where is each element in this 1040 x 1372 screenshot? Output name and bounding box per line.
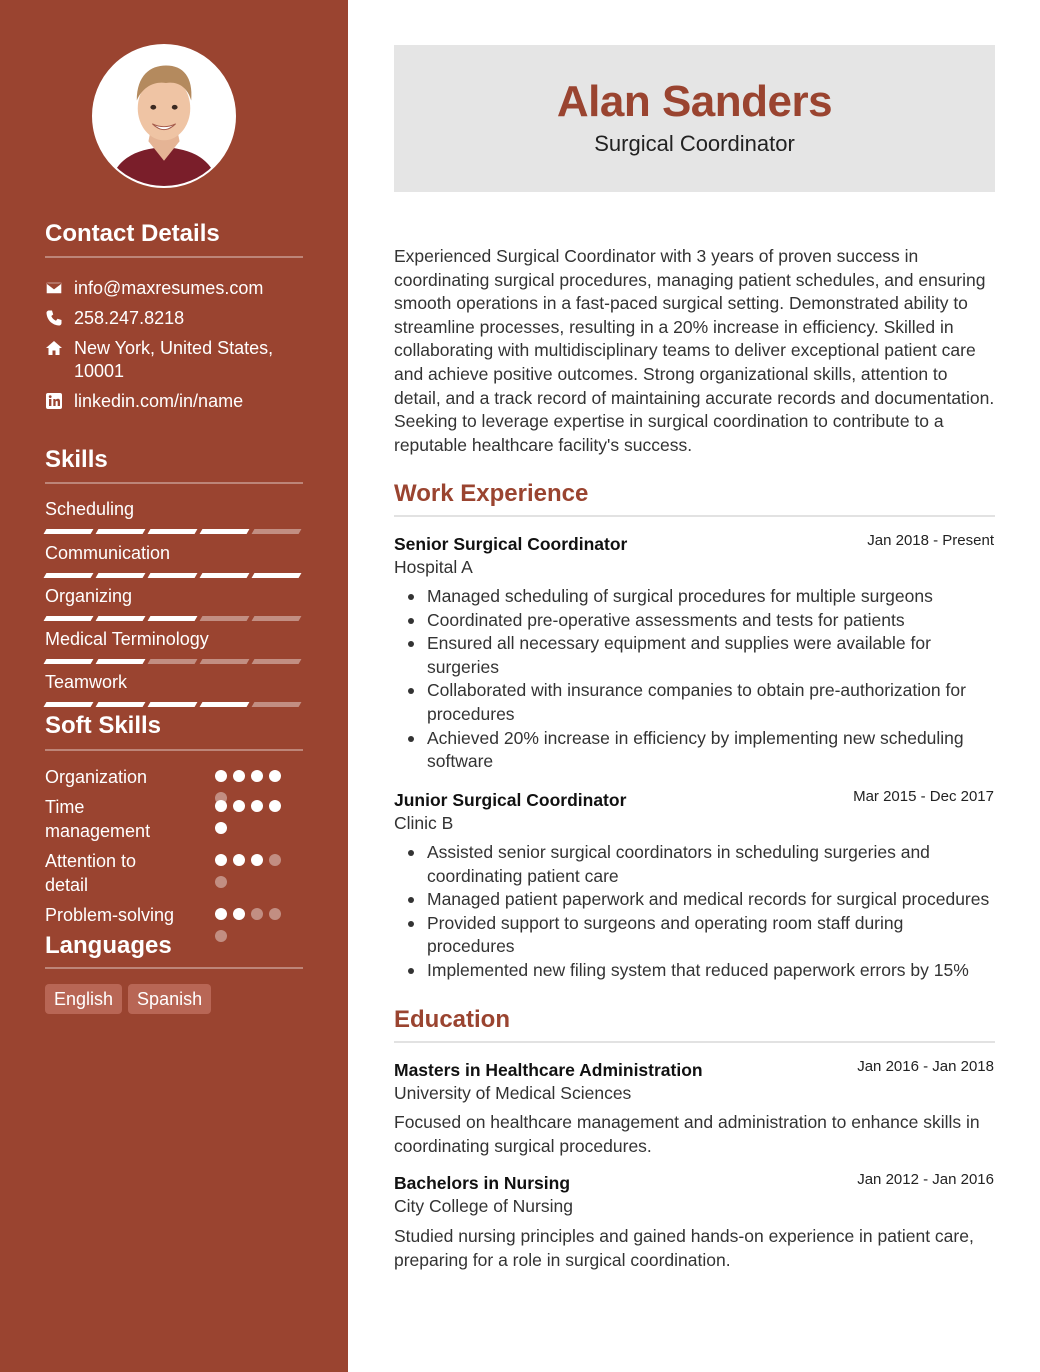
language-tag: English	[45, 984, 122, 1014]
job-title: Senior Surgical Coordinator	[394, 534, 628, 554]
job-bullet: Provided support to surgeons and operating room staff during procedures	[394, 912, 995, 959]
job-bullet: Assisted senior surgical coordinators in scheduling surgeries and coordinating patient care	[394, 841, 995, 888]
skill-item	[45, 498, 303, 534]
job-employer: Clinic B	[394, 813, 454, 833]
portrait-image	[94, 46, 234, 186]
education-dates: Jan 2012 - Jan 2016	[857, 1171, 994, 1188]
job-bullet: Coordinated pre-operative assessments and tests for patients	[394, 609, 995, 633]
professional-summary: Experienced Surgical Coordinator with 3 years of proven success in coordinating surgical procedures, managing patient schedules, and ensuring smooth operations in a fast-paced surgical setting. Demonstrated ability to streamline processes, resulting in a 20% increase in efficiency. Skilled in collaborating with multidisciplinary teams to deliver exceptional patient care and achieve positive outcomes. Strong organizational skills, attention to detail, and a track record of maintaining accurate records and documentation. Seeking to leverage expertise in surgical coordination to contribute to a reputable healthcare facility's success.	[394, 246, 995, 455]
job-bullet: Achieved 20% increase in efficiency by implementing new scheduling software	[394, 727, 995, 774]
education-description: Studied nursing principles and gained hands-on experience in patient care, preparing for a role in surgical coordination.	[394, 1226, 974, 1270]
skill-name: Medical Terminology	[45, 629, 209, 649]
skill-name: Organizing	[45, 586, 133, 606]
language-tags	[45, 984, 211, 1014]
education-description: Focused on healthcare management and administration to enhance skills in coordinating surgical procedures.	[394, 1112, 980, 1156]
skill-rating-bar	[45, 573, 303, 578]
soft-skill-name: Time management	[45, 797, 151, 841]
skill-item	[45, 542, 303, 578]
contact-divider	[45, 256, 303, 258]
soft-skill-rating	[215, 800, 295, 834]
home-icon	[45, 339, 63, 357]
job-bullet: Implemented new filing system that reduced paperwork errors by 15%	[394, 959, 995, 983]
languages-section-title: Languages	[45, 932, 172, 959]
soft-skill-rating	[215, 854, 295, 888]
skill-rating-bar	[45, 702, 303, 707]
soft-skill-rating	[215, 908, 295, 942]
education-divider	[394, 1041, 995, 1043]
school-name: City College of Nursing	[394, 1196, 573, 1216]
education-dates: Jan 2016 - Jan 2018	[857, 1058, 994, 1075]
degree-title: Bachelors in Nursing	[394, 1173, 571, 1193]
envelope-icon	[45, 279, 63, 297]
address-text: New York, United States, 10001	[74, 338, 274, 381]
job-bullet: Managed patient paperwork and medical records for surgical procedures	[394, 888, 995, 912]
skill-rating-bar	[45, 616, 303, 621]
degree-title: Masters in Healthcare Administration	[394, 1060, 703, 1080]
soft-skill-name: Organization	[45, 767, 148, 787]
soft-skills-divider	[45, 749, 303, 751]
job-bullet: Ensured all necessary equipment and supplies were available for surgeries	[394, 632, 995, 679]
candidate-name: Alan Sanders	[556, 77, 833, 126]
job-title: Junior Surgical Coordinator	[394, 790, 627, 810]
job-bullet: Collaborated with insurance companies to obtain pre-authorization for procedures	[394, 679, 995, 726]
job-bullets	[394, 585, 995, 774]
job-bullet: Managed scheduling of surgical procedures for multiple surgeons	[394, 585, 995, 609]
skills-section-title: Skills	[45, 446, 108, 473]
skill-item	[45, 671, 303, 707]
soft-skill-name: Attention to detail	[45, 851, 137, 895]
sidebar	[0, 0, 348, 1372]
work-divider	[394, 515, 995, 517]
skill-item	[45, 628, 303, 664]
school-name: University of Medical Sciences	[394, 1083, 632, 1103]
skill-name: Communication	[45, 543, 171, 563]
education-section-title: Education	[394, 1006, 511, 1033]
contact-section-title: Contact Details	[45, 220, 220, 247]
linkedin-icon	[45, 392, 63, 410]
profile-photo	[92, 44, 236, 188]
skill-item	[45, 585, 303, 621]
candidate-title: Surgical Coordinator	[594, 131, 795, 156]
skill-rating-bar	[45, 529, 303, 534]
skill-name: Scheduling	[45, 499, 135, 519]
contact-email[interactable]	[45, 277, 295, 300]
soft-skill-rating	[215, 770, 295, 804]
skill-rating-bar	[45, 659, 303, 664]
job-employer: Hospital A	[394, 557, 473, 577]
name-header	[394, 45, 995, 192]
email-text: info@maxresumes.com	[74, 278, 264, 298]
skill-name: Teamwork	[45, 672, 128, 692]
language-tag: Spanish	[128, 984, 211, 1014]
phone-icon	[45, 309, 63, 327]
contact-phone[interactable]	[45, 307, 295, 330]
soft-skills-section-title: Soft Skills	[45, 712, 162, 739]
languages-divider	[45, 967, 303, 969]
work-section-title: Work Experience	[394, 480, 589, 507]
job-dates: Mar 2015 - Dec 2017	[853, 788, 994, 805]
contact-linkedin[interactable]	[45, 390, 295, 413]
skills-divider	[45, 482, 303, 484]
linkedin-text: linkedin.com/in/name	[74, 391, 244, 411]
job-dates: Jan 2018 - Present	[867, 532, 994, 549]
soft-skill-name: Problem-solving	[45, 905, 175, 925]
phone-text: 258.247.8218	[74, 308, 185, 328]
contact-address	[45, 337, 295, 383]
job-bullets	[394, 841, 995, 983]
